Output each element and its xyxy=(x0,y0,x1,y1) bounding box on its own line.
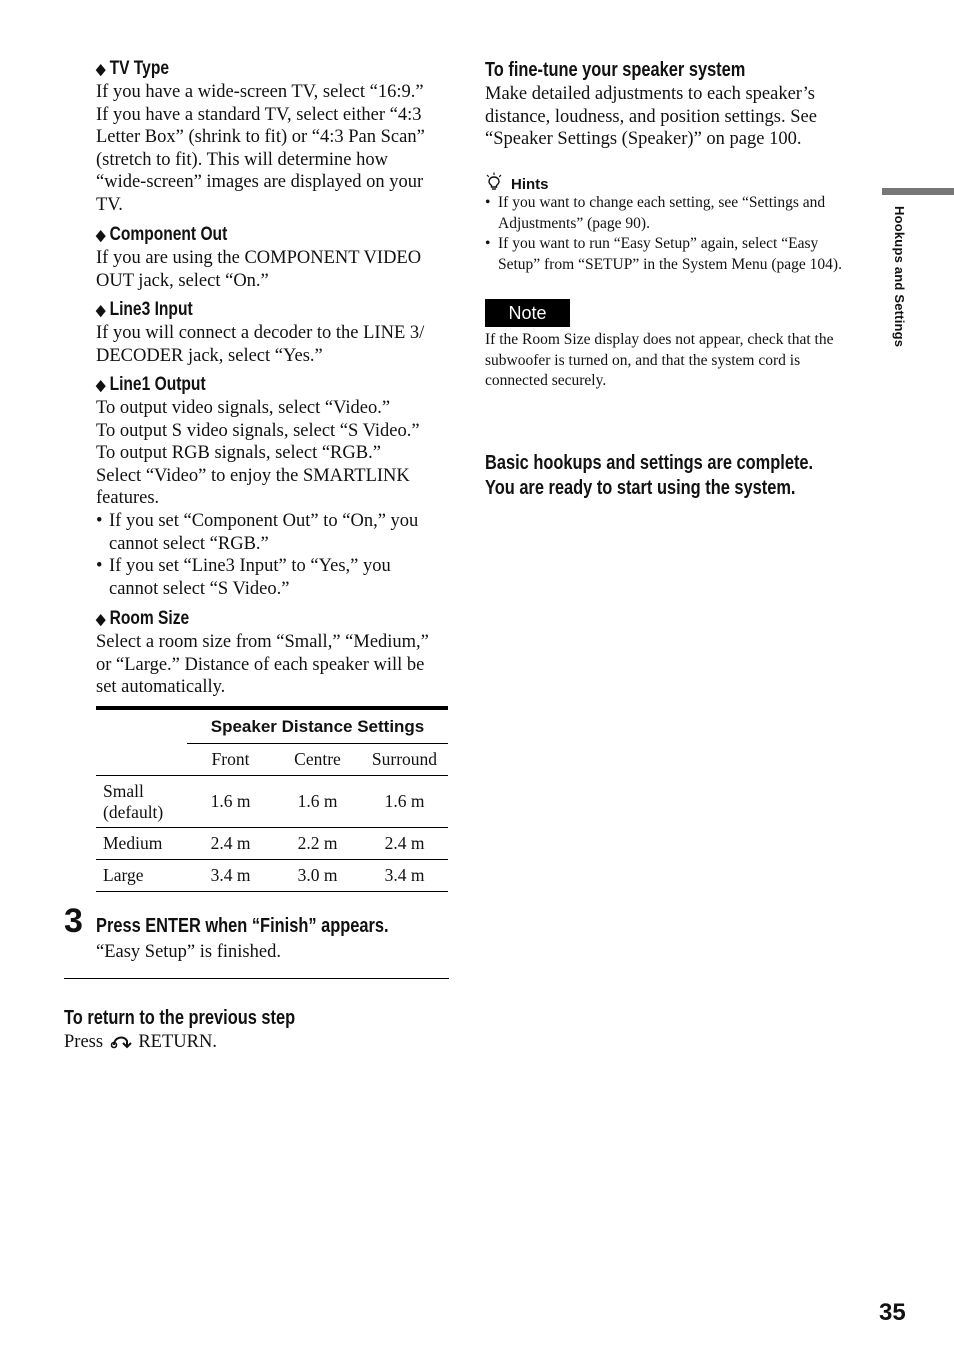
tv-type-heading: ◆ TV Type xyxy=(96,58,170,79)
component-out-text: If you are using the COMPONENT VIDEO OUT jack, select “On.” xyxy=(96,248,422,291)
column-header: Centre xyxy=(274,744,361,776)
table-cell: 1.6 m xyxy=(274,776,361,828)
tv-type-text: If you have a wide-screen TV, select “16:9.” If you have a standard TV, select either “4:3 Letter Box” (shrink to fit) or “4:3 Pan Scan” (stretch to fit). This will determine how “wide-screen” images are displayed on your TV. xyxy=(96,82,425,215)
divider xyxy=(64,978,449,979)
line1-output-text: To output video signals, select “Video.” To output S video signals, select “S Video.” To output RGB signals, select “RGB.” Select “Video” to enjoy the SMARTLINK features. • If you set “Component Out” to “On,” you cannot select “RGB.” • If you set “Line3 Input” to “Yes,” you cannot select “S Video.” xyxy=(96,397,456,600)
table-cell: 2.4 m xyxy=(361,828,448,860)
table-cell: 2.4 m xyxy=(187,828,274,860)
list-item: • If you set “Line3 Input” to “Yes,” you cannot select “S Video.” xyxy=(96,555,456,600)
row-label: Medium xyxy=(96,828,187,860)
room-size-text: Select a room size from “Small,” “Medium,” or “Large.” Distance of each speaker will be set automatically. xyxy=(96,632,429,698)
table-row xyxy=(96,776,448,828)
finetune-heading: To fine-tune your speaker system xyxy=(485,59,746,81)
hints-list xyxy=(485,193,880,275)
table-cell: 3.0 m xyxy=(274,860,361,892)
table-row xyxy=(96,828,448,860)
table-cell: 2.2 m xyxy=(274,828,361,860)
step3-text: “Easy Setup” is finished. xyxy=(96,942,281,962)
step-number: 3 xyxy=(64,902,83,940)
table-cell: 3.4 m xyxy=(187,860,274,892)
table-cell: 1.6 m xyxy=(187,776,274,828)
line3-input-text: If you will connect a decoder to the LINE 3/ DECODER jack, select “Yes.” xyxy=(96,323,425,366)
list-item: • If you want to change each setting, see “Settings and Adjustments” (page 90). xyxy=(485,193,880,234)
step3-title: Press ENTER when “Finish” appears. xyxy=(96,915,389,937)
hints-label: Hints xyxy=(511,176,549,193)
return-text: Press RETURN. xyxy=(64,1031,217,1056)
column-header: Surround xyxy=(361,744,448,776)
page-number: 35 xyxy=(879,1299,906,1326)
diamond-bullet-icon: ◆ xyxy=(96,61,106,78)
room-size-heading: ◆ Room Size xyxy=(96,608,190,629)
component-out-heading: ◆ Component Out xyxy=(96,224,228,245)
row-label-note: (default) xyxy=(103,801,164,822)
return-heading: To return to the previous step xyxy=(64,1007,296,1029)
side-tab-label: Hookups and Settings xyxy=(892,206,907,348)
return-icon xyxy=(110,1033,132,1056)
row-label: Small xyxy=(103,780,144,801)
complete-message: Basic hookups and settings are complete. You are ready to start using the system. xyxy=(485,452,814,499)
diamond-bullet-icon: ◆ xyxy=(96,377,106,394)
diamond-bullet-icon: ◆ xyxy=(96,611,106,628)
diamond-bullet-icon: ◆ xyxy=(96,302,106,319)
speaker-distance-table xyxy=(96,706,448,892)
note-badge: Note xyxy=(485,299,570,327)
line1-output-heading: ◆ Line1 Output xyxy=(96,374,206,395)
diamond-bullet-icon: ◆ xyxy=(96,227,106,244)
line3-input-heading: ◆ Line3 Input xyxy=(96,299,193,320)
side-tab-bar xyxy=(882,188,954,195)
table-cell: 3.4 m xyxy=(361,860,448,892)
note-text: If the Room Size display does not appear, check that the subwoofer is turned on, and that the system cord is connected securely. xyxy=(485,331,834,389)
table-row xyxy=(96,860,448,892)
table-group-header: Speaker Distance Settings xyxy=(187,710,448,744)
row-label: Large xyxy=(96,860,187,892)
column-header: Front xyxy=(187,744,274,776)
table-cell: 1.6 m xyxy=(361,776,448,828)
list-item: • If you set “Component Out” to “On,” you cannot select “RGB.” xyxy=(96,510,456,555)
list-item: • If you want to run “Easy Setup” again, select “Easy Setup” from “SETUP” in the System Menu (page 104). xyxy=(485,234,880,275)
finetune-text: Make detailed adjustments to each speaker’s distance, loudness, and position settings. See “Speaker Settings (Speaker)” on page 100. xyxy=(485,84,817,150)
